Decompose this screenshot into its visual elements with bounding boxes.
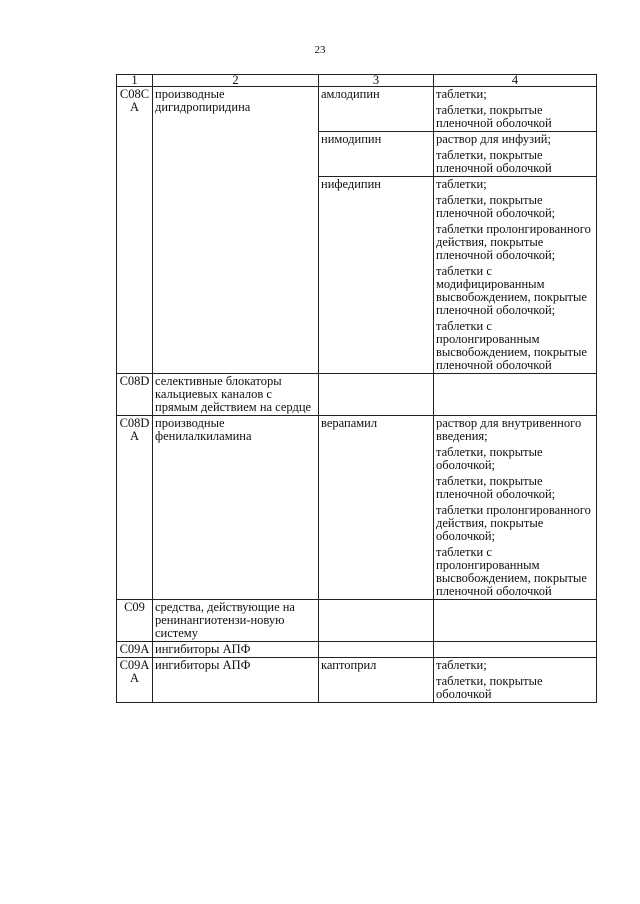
dosage-form: таблетки с пролонгированным высвобождением, покрытые пленочной оболочкой [436,319,587,372]
column-header: 2 [153,75,319,87]
dosage-form: таблетки; [436,658,487,672]
dosage-form: таблетки, покрытые пленочной оболочкой [436,103,552,130]
column-header: 3 [319,75,434,87]
table-row [117,374,597,416]
dosage-form: таблетки, покрытые пленочной оболочкой; [436,474,556,501]
group-name: ингибиторы АПФ [153,658,319,703]
dosage-form: раствор для инфузий; [436,132,551,146]
dosage-form: таблетки с модифицированным высвобождением, покрытые пленочной оболочкой; [436,264,587,317]
dosage-form: таблетки; [436,177,487,191]
dosage-forms [434,416,597,600]
drug-name: нимодипин [319,132,434,177]
table-row [117,642,597,658]
dosage-forms [434,642,597,658]
column-header: 4 [434,75,597,87]
drug-table [116,74,597,703]
drug-name: амлодипин [319,87,434,132]
dosage-forms [434,132,597,177]
dosage-form: таблетки, покрытые пленочной оболочкой [436,148,552,175]
dosage-form: раствор для внутривенного введения; [436,416,582,443]
drug-name [319,642,434,658]
table-header-row [117,75,597,87]
group-name: производные фенилалкиламина [153,416,319,600]
dosage-form: таблетки, покрытые оболочкой; [436,445,543,472]
drug-name: нифедипин [319,177,434,374]
table-row [117,600,597,642]
page-number: 23 [314,44,326,56]
dosage-form: таблетки, покрытые оболочкой [436,674,543,701]
group-name: производные дигидропиридина [153,87,319,374]
column-header: 1 [117,75,153,87]
drug-name: каптоприл [319,658,434,703]
table-row [117,416,597,600]
atc-code: C08D [117,374,153,416]
atc-code: C08C A [117,87,153,374]
dosage-forms [434,658,597,703]
dosage-forms [434,177,597,374]
dosage-form: таблетки пролонгированного действия, покрытые оболочкой; [436,503,591,543]
group-name: селективные блокаторы кальциевых каналов с прямым действием на сердце [153,374,319,416]
dosage-forms [434,600,597,642]
dosage-form: таблетки с пролонгированным высвобождением, покрытые пленочной оболочкой [436,545,587,598]
drug-name [319,374,434,416]
dosage-form: таблетки; [436,87,487,101]
drug-name [319,600,434,642]
dosage-forms [434,87,597,132]
table-row [117,87,597,132]
atc-code: C08D A [117,416,153,600]
atc-code: C09 [117,600,153,642]
group-name: средства, действующие на ренинангиотензи-новую систему [153,600,319,642]
dosage-forms [434,374,597,416]
group-name: ингибиторы АПФ [153,642,319,658]
atc-code: C09A [117,642,153,658]
atc-code: C09A A [117,658,153,703]
dosage-form: таблетки пролонгированного действия, покрытые пленочной оболочкой; [436,222,591,262]
dosage-form: таблетки, покрытые пленочной оболочкой; [436,193,556,220]
drug-name: верапамил [319,416,434,600]
table-row [117,658,597,703]
